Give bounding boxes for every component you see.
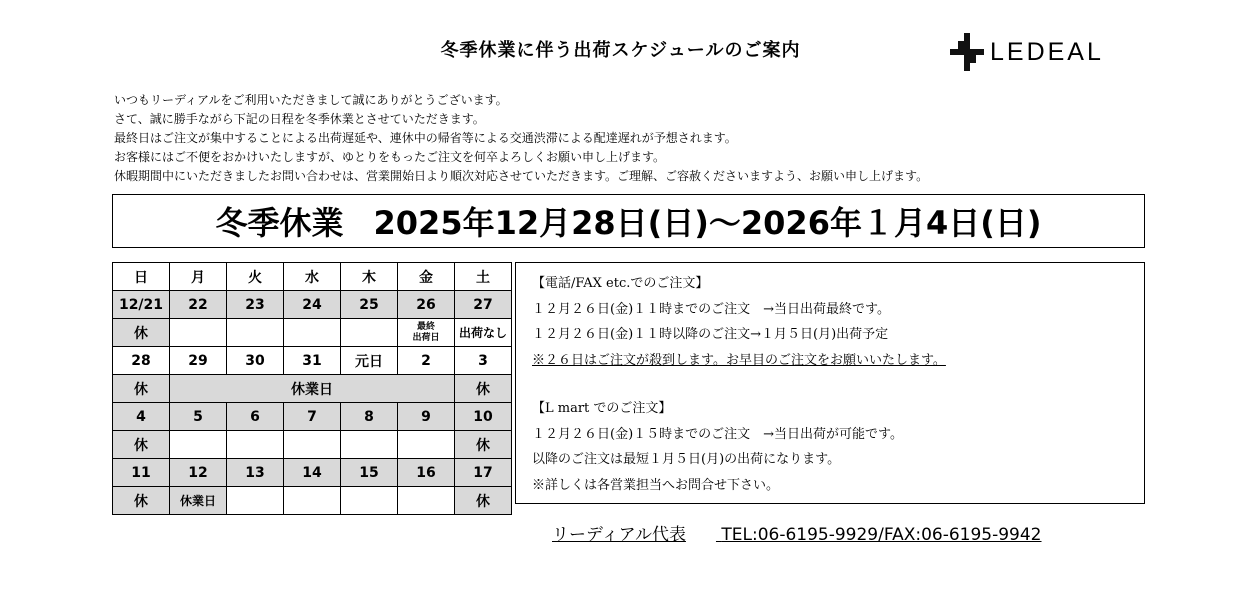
intro-line: 最終日はご注文が集中することによる出荷遅延や、連休中の帰省等による交通渋滞による配達遅れが予想されます。	[114, 131, 737, 145]
status-cell	[341, 319, 398, 347]
notice-line: １２月２６日(金)１１時以降のご注文→１月５日(月)出荷予定	[532, 327, 889, 342]
date-cell: 13	[227, 459, 284, 487]
brand-logo	[950, 32, 1104, 72]
date-cell: 6	[227, 403, 284, 431]
date-cell: 14	[284, 459, 341, 487]
order-notice-box	[515, 262, 1145, 504]
weekday-cell: 金	[398, 263, 455, 291]
status-cell	[227, 487, 284, 515]
status-cell: 休	[113, 431, 170, 459]
date-cell: 17	[455, 459, 512, 487]
date-cell: 11	[113, 459, 170, 487]
banner-label: 冬季休業	[215, 204, 344, 242]
date-cell: 8	[341, 403, 398, 431]
notice-line: 以降のご注文は最短１月５日(月)の出荷になります。	[532, 452, 841, 467]
date-cell: 24	[284, 291, 341, 319]
holiday-span-cell: 休業日	[170, 375, 455, 403]
date-cell: 10	[455, 403, 512, 431]
date-cell: 9	[398, 403, 455, 431]
date-cell: 16	[398, 459, 455, 487]
status-cell: 休業日	[170, 487, 227, 515]
date-cell: 5	[170, 403, 227, 431]
intro-line: さて、誠に勝手ながら下記の日程を冬季休業とさせていただきます。	[114, 112, 485, 126]
contact-rep: リーディアル代表	[552, 525, 686, 545]
date-cell: 22	[170, 291, 227, 319]
page-title: 冬季休業に伴う出荷スケジュールのご案内	[440, 40, 801, 61]
notice-warning-line: ※２６日はご注文が殺到します。お早目のご注文をお願いいたします。	[532, 352, 946, 368]
status-cell: 休	[113, 487, 170, 515]
status-cell	[170, 319, 227, 347]
date-cell: 2	[398, 347, 455, 375]
contact-phones: TEL:06-6195-9929/FAX:06-6195-9942	[721, 525, 1042, 545]
intro-text	[114, 91, 928, 186]
date-cell: 30	[227, 347, 284, 375]
weekday-cell: 月	[170, 263, 227, 291]
notice-line: １２月２６日(金)１５時までのご注文 →当日出荷が可能です。	[532, 426, 903, 442]
date-cell: 12	[170, 459, 227, 487]
status-cell: 休	[113, 375, 170, 403]
notice-line: ※詳しくは各営業担当へお問合せ下さい。	[532, 477, 780, 493]
weekday-cell: 火	[227, 263, 284, 291]
status-cell	[284, 431, 341, 459]
date-cell: 23	[227, 291, 284, 319]
status-cell	[341, 431, 398, 459]
weekday-cell: 日	[113, 263, 170, 291]
holiday-calendar	[112, 262, 512, 515]
status-cell	[341, 487, 398, 515]
spacer	[532, 373, 1144, 396]
date-cell: 28	[113, 347, 170, 375]
holiday-banner	[112, 194, 1145, 248]
date-row	[113, 403, 512, 431]
status-cell	[227, 431, 284, 459]
status-cell	[284, 487, 341, 515]
date-cell: 29	[170, 347, 227, 375]
intro-line: お客様にはご不便をおかけいたしますが、ゆとりをもったご注文を何卒よろしくお願い申し上げます。	[114, 150, 666, 164]
date-cell: 元日	[341, 347, 398, 375]
date-cell: 27	[455, 291, 512, 319]
status-cell	[398, 431, 455, 459]
no-shipping-cell: 出荷なし	[455, 319, 512, 347]
date-row	[113, 459, 512, 487]
logo-text: LEDEAL	[990, 37, 1104, 66]
weekday-cell: 木	[341, 263, 398, 291]
weekday-header-row	[113, 263, 512, 291]
status-cell: 休	[455, 375, 512, 403]
status-cell: 休	[113, 319, 170, 347]
date-cell: 12/21	[113, 291, 170, 319]
ledeal-cross-icon	[950, 33, 984, 71]
status-row	[113, 487, 512, 515]
intro-line: 休暇期間中にいただきましたお問い合わせは、営業開始日より順次対応させていただきます。ご理解、ご容赦くださいますよう、お願い申し上げます。	[114, 169, 929, 183]
weekday-cell: 水	[284, 263, 341, 291]
date-row	[113, 291, 512, 319]
date-cell: 15	[341, 459, 398, 487]
date-cell: 7	[284, 403, 341, 431]
status-row	[113, 375, 512, 403]
notice-line: １２月２６日(金)１１時までのご注文 →当日出荷最終です。	[532, 301, 890, 317]
date-cell: 25	[341, 291, 398, 319]
status-cell: 休	[455, 487, 512, 515]
status-cell	[170, 431, 227, 459]
last-shipping-day-cell: 最終 出荷日	[398, 319, 455, 347]
date-cell: 26	[398, 291, 455, 319]
status-cell: 休	[455, 431, 512, 459]
weekday-cell: 土	[455, 263, 512, 291]
date-cell: 3	[455, 347, 512, 375]
status-cell	[398, 487, 455, 515]
phone-order-heading: 【電話/FAX etc.でのご注文】	[532, 276, 709, 291]
status-cell	[284, 319, 341, 347]
contact-info	[552, 520, 1042, 545]
lmart-order-heading: 【L mart でのご注文】	[532, 401, 672, 416]
status-row	[113, 431, 512, 459]
status-row	[113, 319, 512, 347]
date-cell: 4	[113, 403, 170, 431]
date-cell: 31	[284, 347, 341, 375]
banner-period: 2025年12月28日(日)〜2026年１月4日(日)	[373, 204, 1042, 242]
date-row	[113, 347, 512, 375]
status-cell	[227, 319, 284, 347]
intro-line: いつもリーディアルをご利用いただきまして誠にありがとうございます。	[114, 93, 508, 107]
